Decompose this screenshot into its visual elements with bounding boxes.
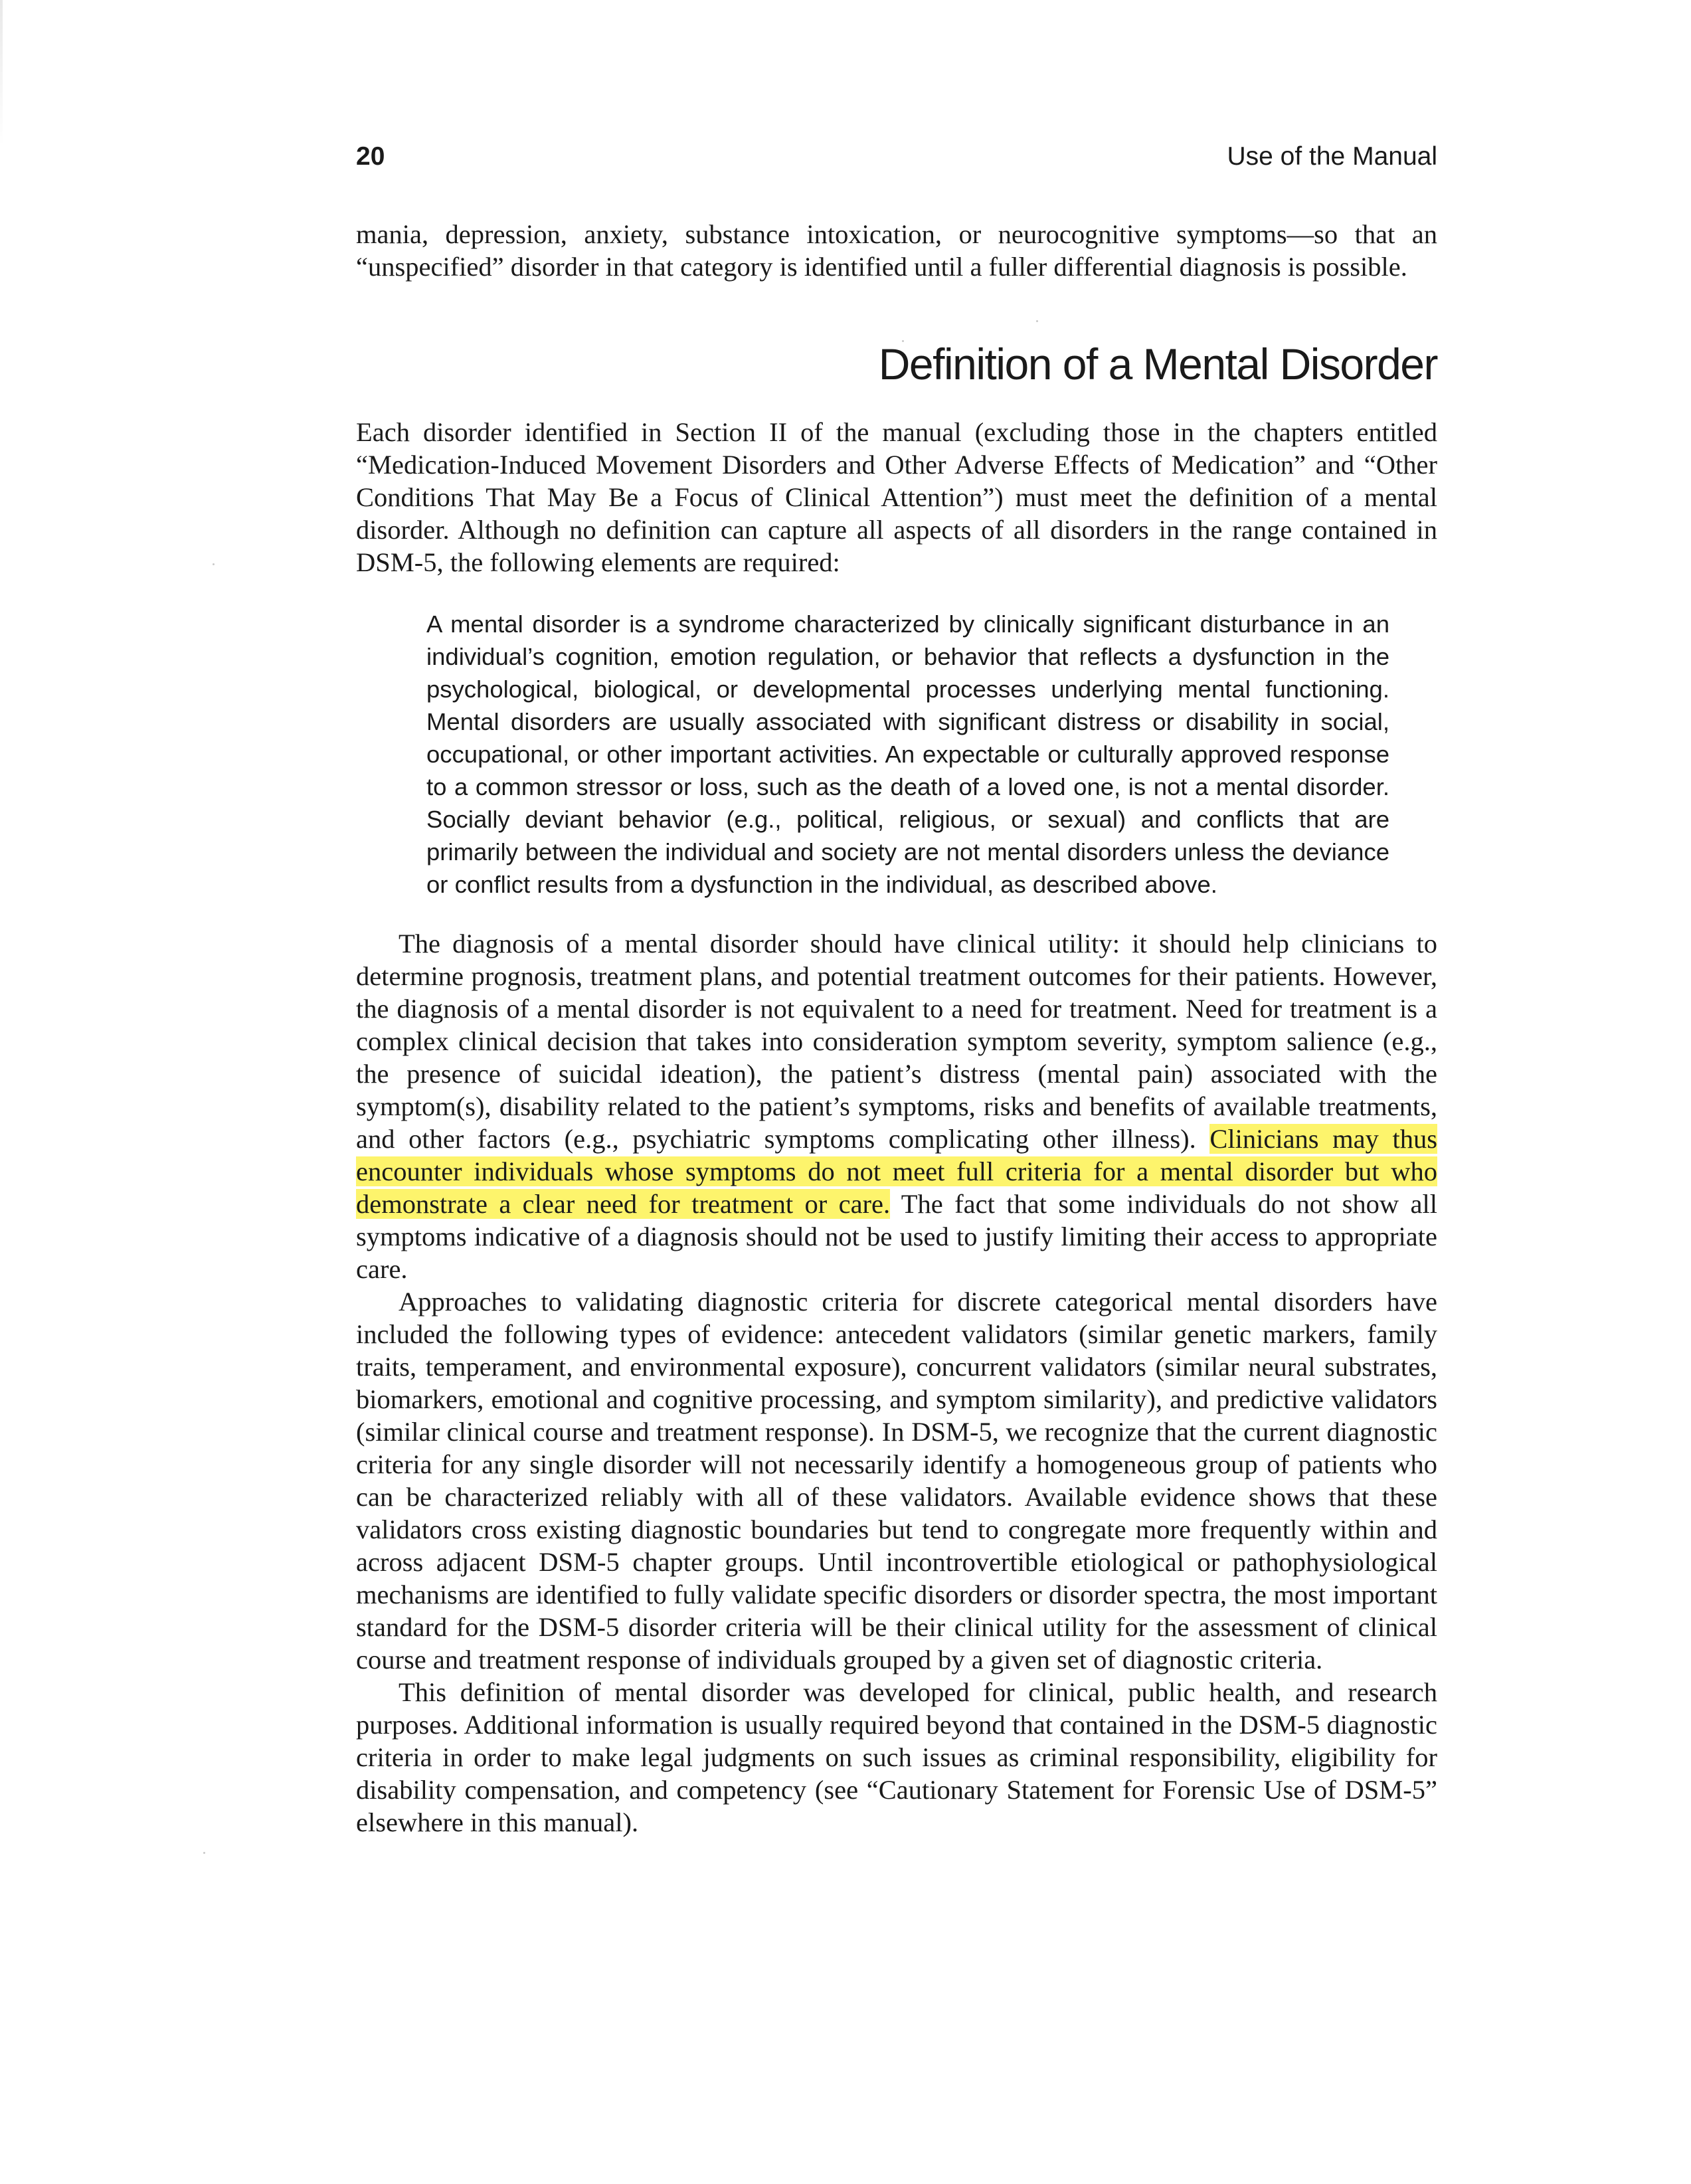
clinical-utility-paragraph bbox=[356, 927, 1437, 1285]
scan-speck bbox=[203, 1852, 205, 1854]
running-title: Use of the Manual bbox=[1227, 142, 1437, 171]
definition-block: A mental disorder is a syndrome characterized by clinically significant disturbance in an individual’s cognition, emotion regulation, or behavior that reflects a dysfunction in the psychological, biological, or developmental processes underlying mental functioning. Mental disorders are usually associated with significant distress or disability in social, occupational, or other important activities. An expectable or culturally approved response to a common stressor or loss, such as the death of a loved one, is not a mental disorder. Socially deviant behavior (e.g., political, religious, or sexual) and conflicts that are primarily between the individual and society are not mental disorders unless the deviance or conflict results from a dysfunction in the individual, as described above. bbox=[426, 610, 1389, 898]
page-number: 20 bbox=[356, 142, 385, 171]
section-lead-paragraph: Each disorder identified in Section II of the manual (excluding those in the chapters entitled “Medication-Induced Movement Disorders and Other Adverse Effects of Medication” and “Other Conditions That May Be a Focus of Clinical Attention”) must meet the definition of a mental disorder. Although no definition can capture all aspects of all disorders in the range contained in DSM-5, the following elements are required: bbox=[356, 417, 1437, 577]
scan-speck bbox=[213, 563, 215, 565]
utility-text-after: The fact that some individuals do not show all symptoms indicative of a diagnosis should not be used to justify limiting their access to appropriate care. bbox=[356, 1189, 1437, 1284]
utility-text-before: The diagnosis of a mental disorder should have clinical utility: it should help clinicians to determine prognosis, treatment plans, and potential treatment outcomes for their patients. However, the diagnosis of a mental disorder is not equivalent to a need for treatment. Need for treatment is a complex clinical decision that takes into consideration symptom severity, symptom salience (e.g., the presence of suicidal ideation), the patient’s distress (mental pain) associated with the symptom(s), disability related to the patient’s symptoms, risks and benefits of available treatments, and other factors (e.g., psychiatric symptoms complicating other illness). bbox=[356, 929, 1437, 1154]
highlighted-sentence: Clinicians may thus encounter individuals whose symptoms do not meet full criteria for a mental disorder but who demonstrate a clear need for treatment or care. bbox=[356, 1124, 1437, 1219]
document-page bbox=[356, 133, 1437, 1839]
section-heading: Definition of a Mental Disorder bbox=[878, 339, 1437, 389]
intro-paragraph: mania, depression, anxiety, substance intoxication, or neurocognitive symptoms—so that an “unspecified” disorder in that category is identified until a fuller differential diagnosis is possible. bbox=[356, 219, 1437, 282]
scan-edge-shadow bbox=[0, 0, 3, 146]
validators-paragraph: Approaches to validating diagnostic criteria for discrete categorical mental disorders have included the following types of evidence: antecedent validators (similar genetic markers, family traits, temperament, and environmental exposure), concurrent validators (similar neural substrates, biomarkers, emotional and cognitive processing, and symptom similarity), and predictive validators (similar clinical course and treatment response). In DSM-5, we recognize that the current diagnostic criteria for any single disorder will not necessarily identify a homogeneous group of patients who can be characterized reliably with all of these validators. Available evidence shows that these validators cross existing diagnostic boundaries but tend to congregate more frequently within and across adjacent DSM-5 chapter groups. Until incontrovertible etiological or pathophysiological mechanisms are identified to fully validate specific disorders or disorder spectra, the most important standard for the DSM-5 disorder criteria will be their clinical utility for the assessment of clinical course and treatment response of individuals grouped by a given set of diagnostic criteria. bbox=[356, 1287, 1437, 1675]
purposes-paragraph: This definition of mental disorder was developed for clinical, public health, and research purposes. Additional information is usually required beyond that contained in the DSM-5 diagnostic criteria in order to make legal judgments on such issues as criminal responsibility, eligibility for disability compensation, and competency (see “Cautionary Statement for Forensic Use of DSM-5” elsewhere in this manual). bbox=[356, 1677, 1437, 1837]
running-header bbox=[356, 133, 1437, 186]
